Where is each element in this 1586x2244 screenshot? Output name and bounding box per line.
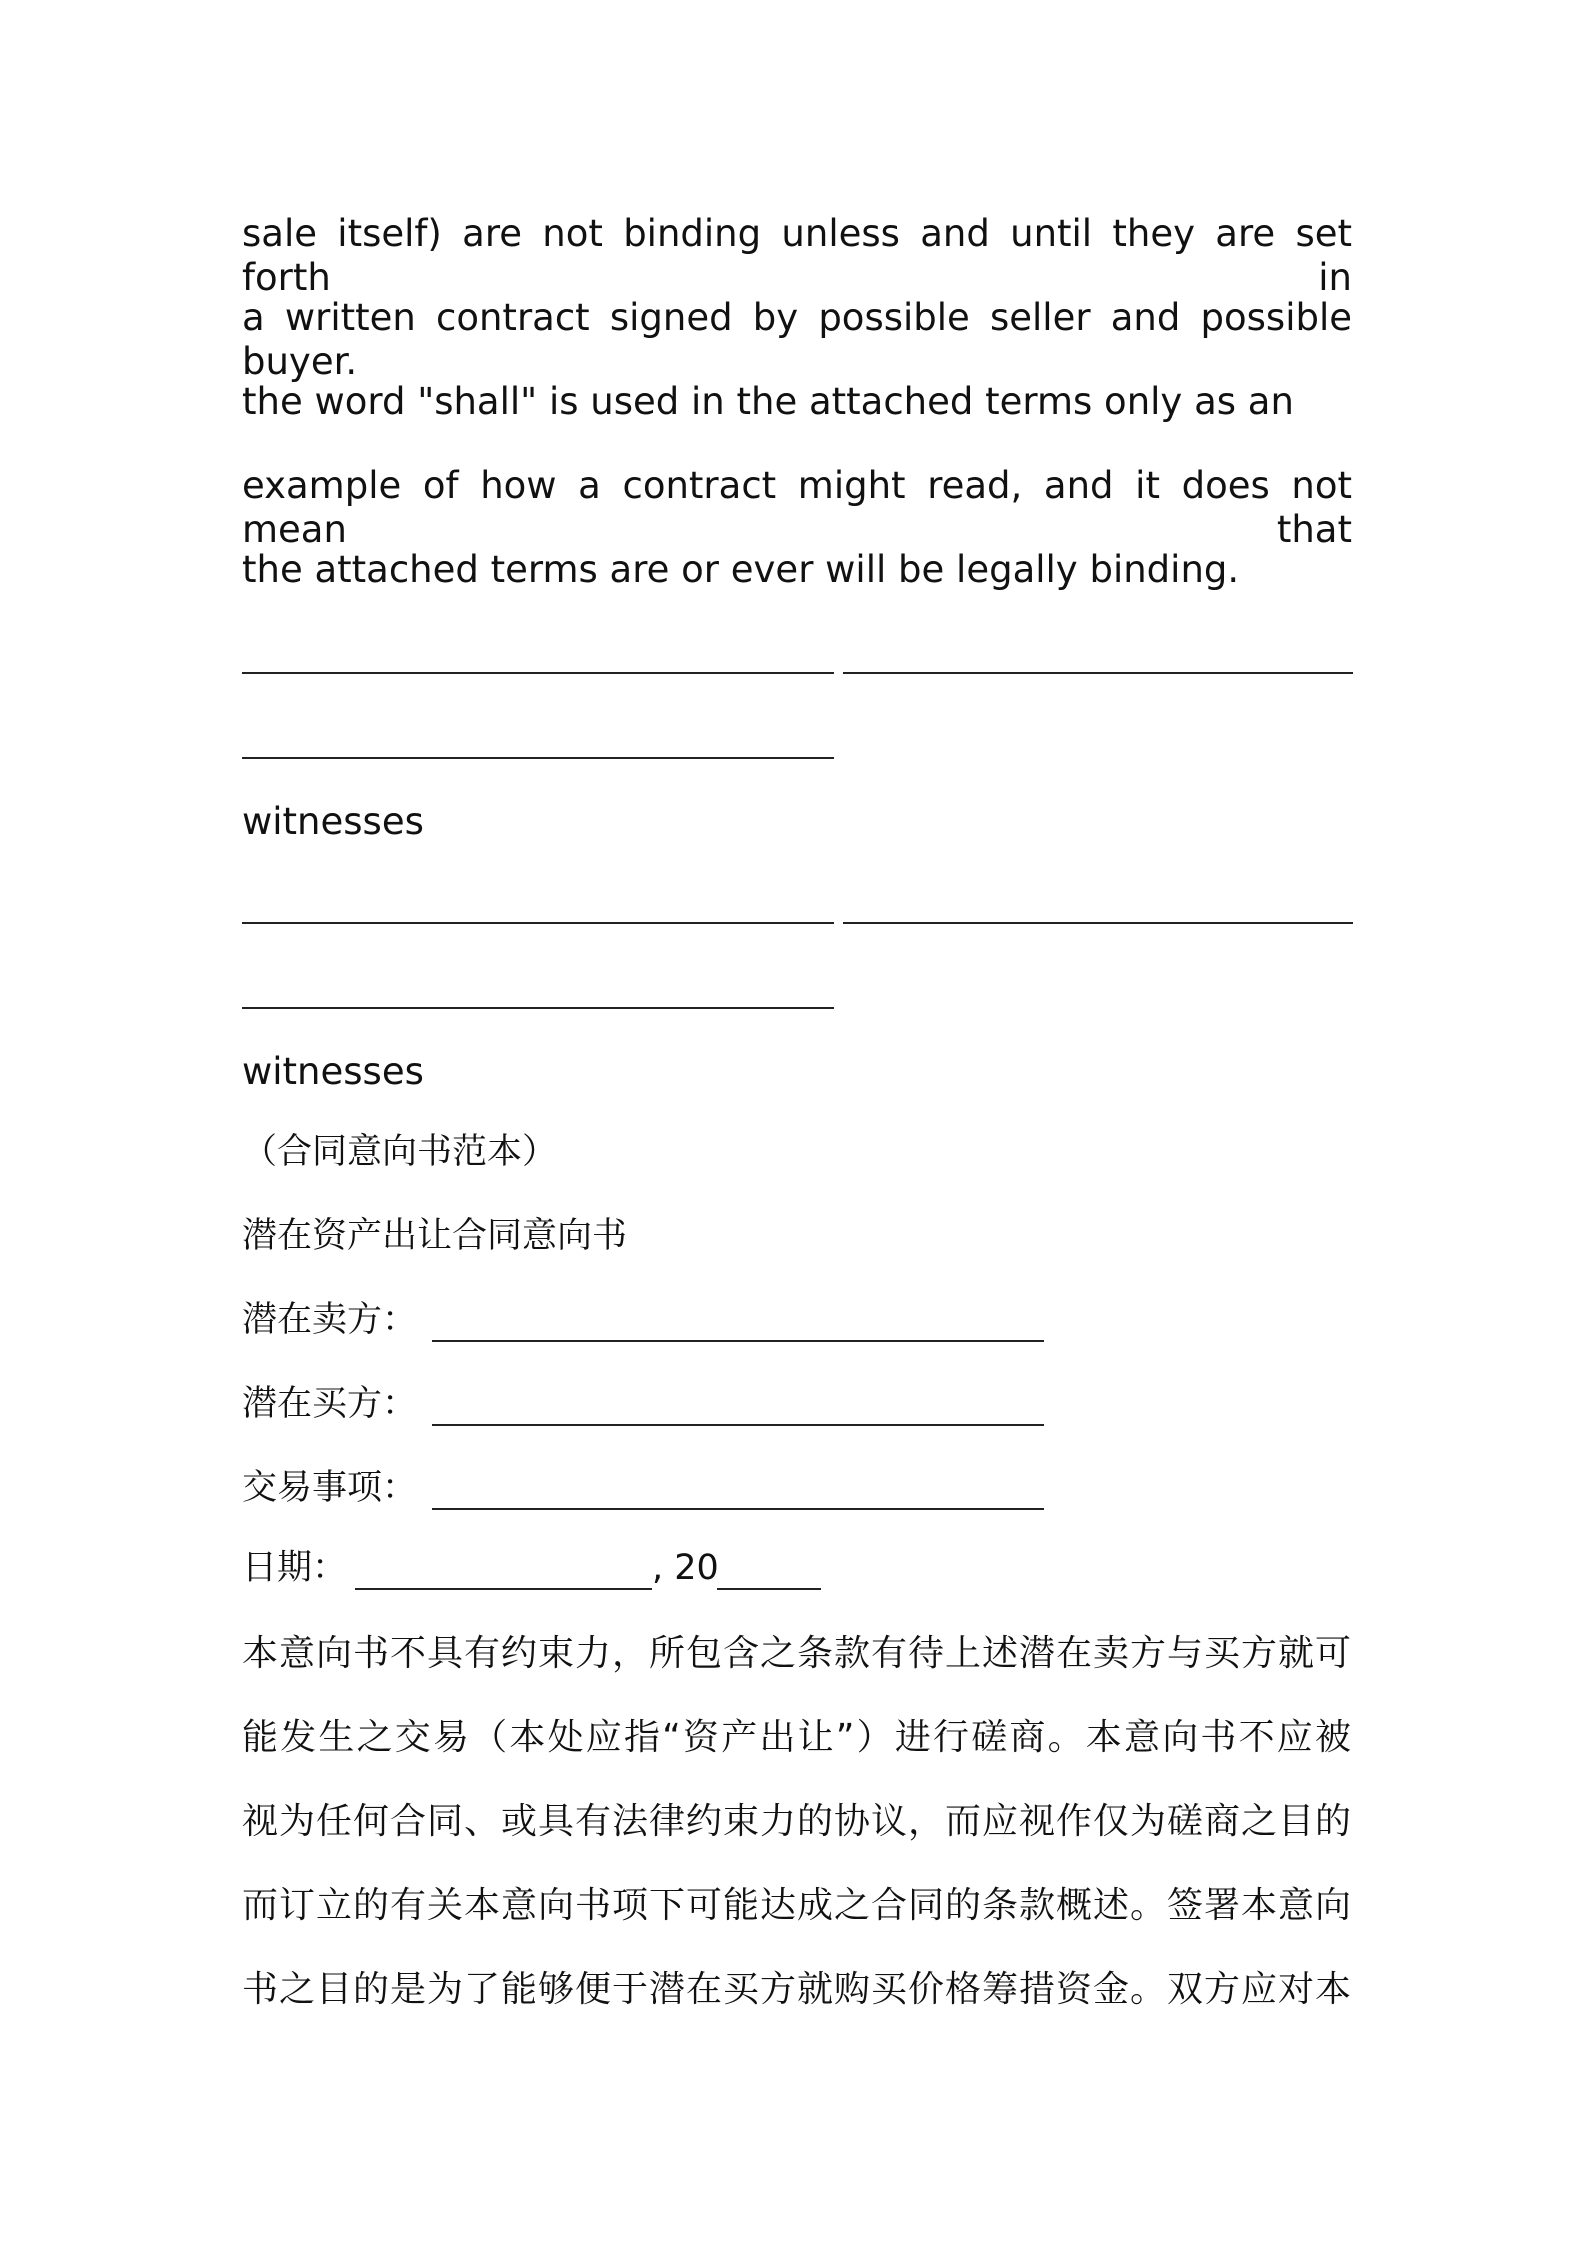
signature-line xyxy=(843,922,1353,924)
chinese-body-line-3: 视为任何合同、或具有法律约束力的协议，而应视作仅为磋商之目的 xyxy=(242,1801,1353,1842)
year-fill-line xyxy=(717,1588,821,1590)
date-label: 日期： xyxy=(242,1548,348,1588)
buyer-fill-line xyxy=(432,1424,1044,1426)
signature-line xyxy=(242,672,834,674)
chinese-body-line-5: 书之目的是为了能够便于潜在买方就购买价格筹措资金。双方应对本 xyxy=(242,1969,1353,2010)
english-paragraph-line-4: example of how a contract might read, and it does not mean that xyxy=(242,464,1352,551)
signature-line xyxy=(242,922,834,924)
english-paragraph-line-3: the word "shall" is used in the attached terms only as an xyxy=(242,380,1294,423)
buyer-label: 潜在买方： xyxy=(242,1384,418,1424)
matter-fill-line xyxy=(432,1508,1044,1510)
seller-fill-line xyxy=(432,1340,1044,1342)
signature-line xyxy=(843,672,1353,674)
witnesses-label: witnesses xyxy=(242,1050,424,1093)
english-paragraph-line-1: sale itself) are not binding unless and until they are set forth in xyxy=(242,212,1352,299)
chinese-body-line-2: 能发生之交易（本处应指“资产出让”）进行磋商。本意向书不应被 xyxy=(242,1717,1352,1758)
signature-line xyxy=(242,757,834,759)
seller-label: 潜在卖方： xyxy=(242,1300,418,1340)
document-title: 潜在资产出让合同意向书 xyxy=(242,1216,628,1256)
witnesses-label: witnesses xyxy=(242,800,424,843)
document-subtitle: （合同意向书范本） xyxy=(242,1132,558,1172)
date-fill-line xyxy=(355,1588,652,1590)
chinese-body-line-4: 而订立的有关本意向书项下可能达成之合同的条款概述。签署本意向 xyxy=(242,1885,1353,1926)
date-year-prefix: , 20 xyxy=(652,1548,719,1588)
chinese-body-line-1: 本意向书不具有约束力，所包含之条款有待上述潜在卖方与买方就可 xyxy=(242,1633,1353,1674)
english-paragraph-line-5: the attached terms are or ever will be legally binding. xyxy=(242,548,1240,591)
english-paragraph-line-2: a written contract signed by possible seller and possible buyer. xyxy=(242,296,1352,383)
signature-line xyxy=(242,1007,834,1009)
matter-label: 交易事项： xyxy=(242,1468,418,1508)
